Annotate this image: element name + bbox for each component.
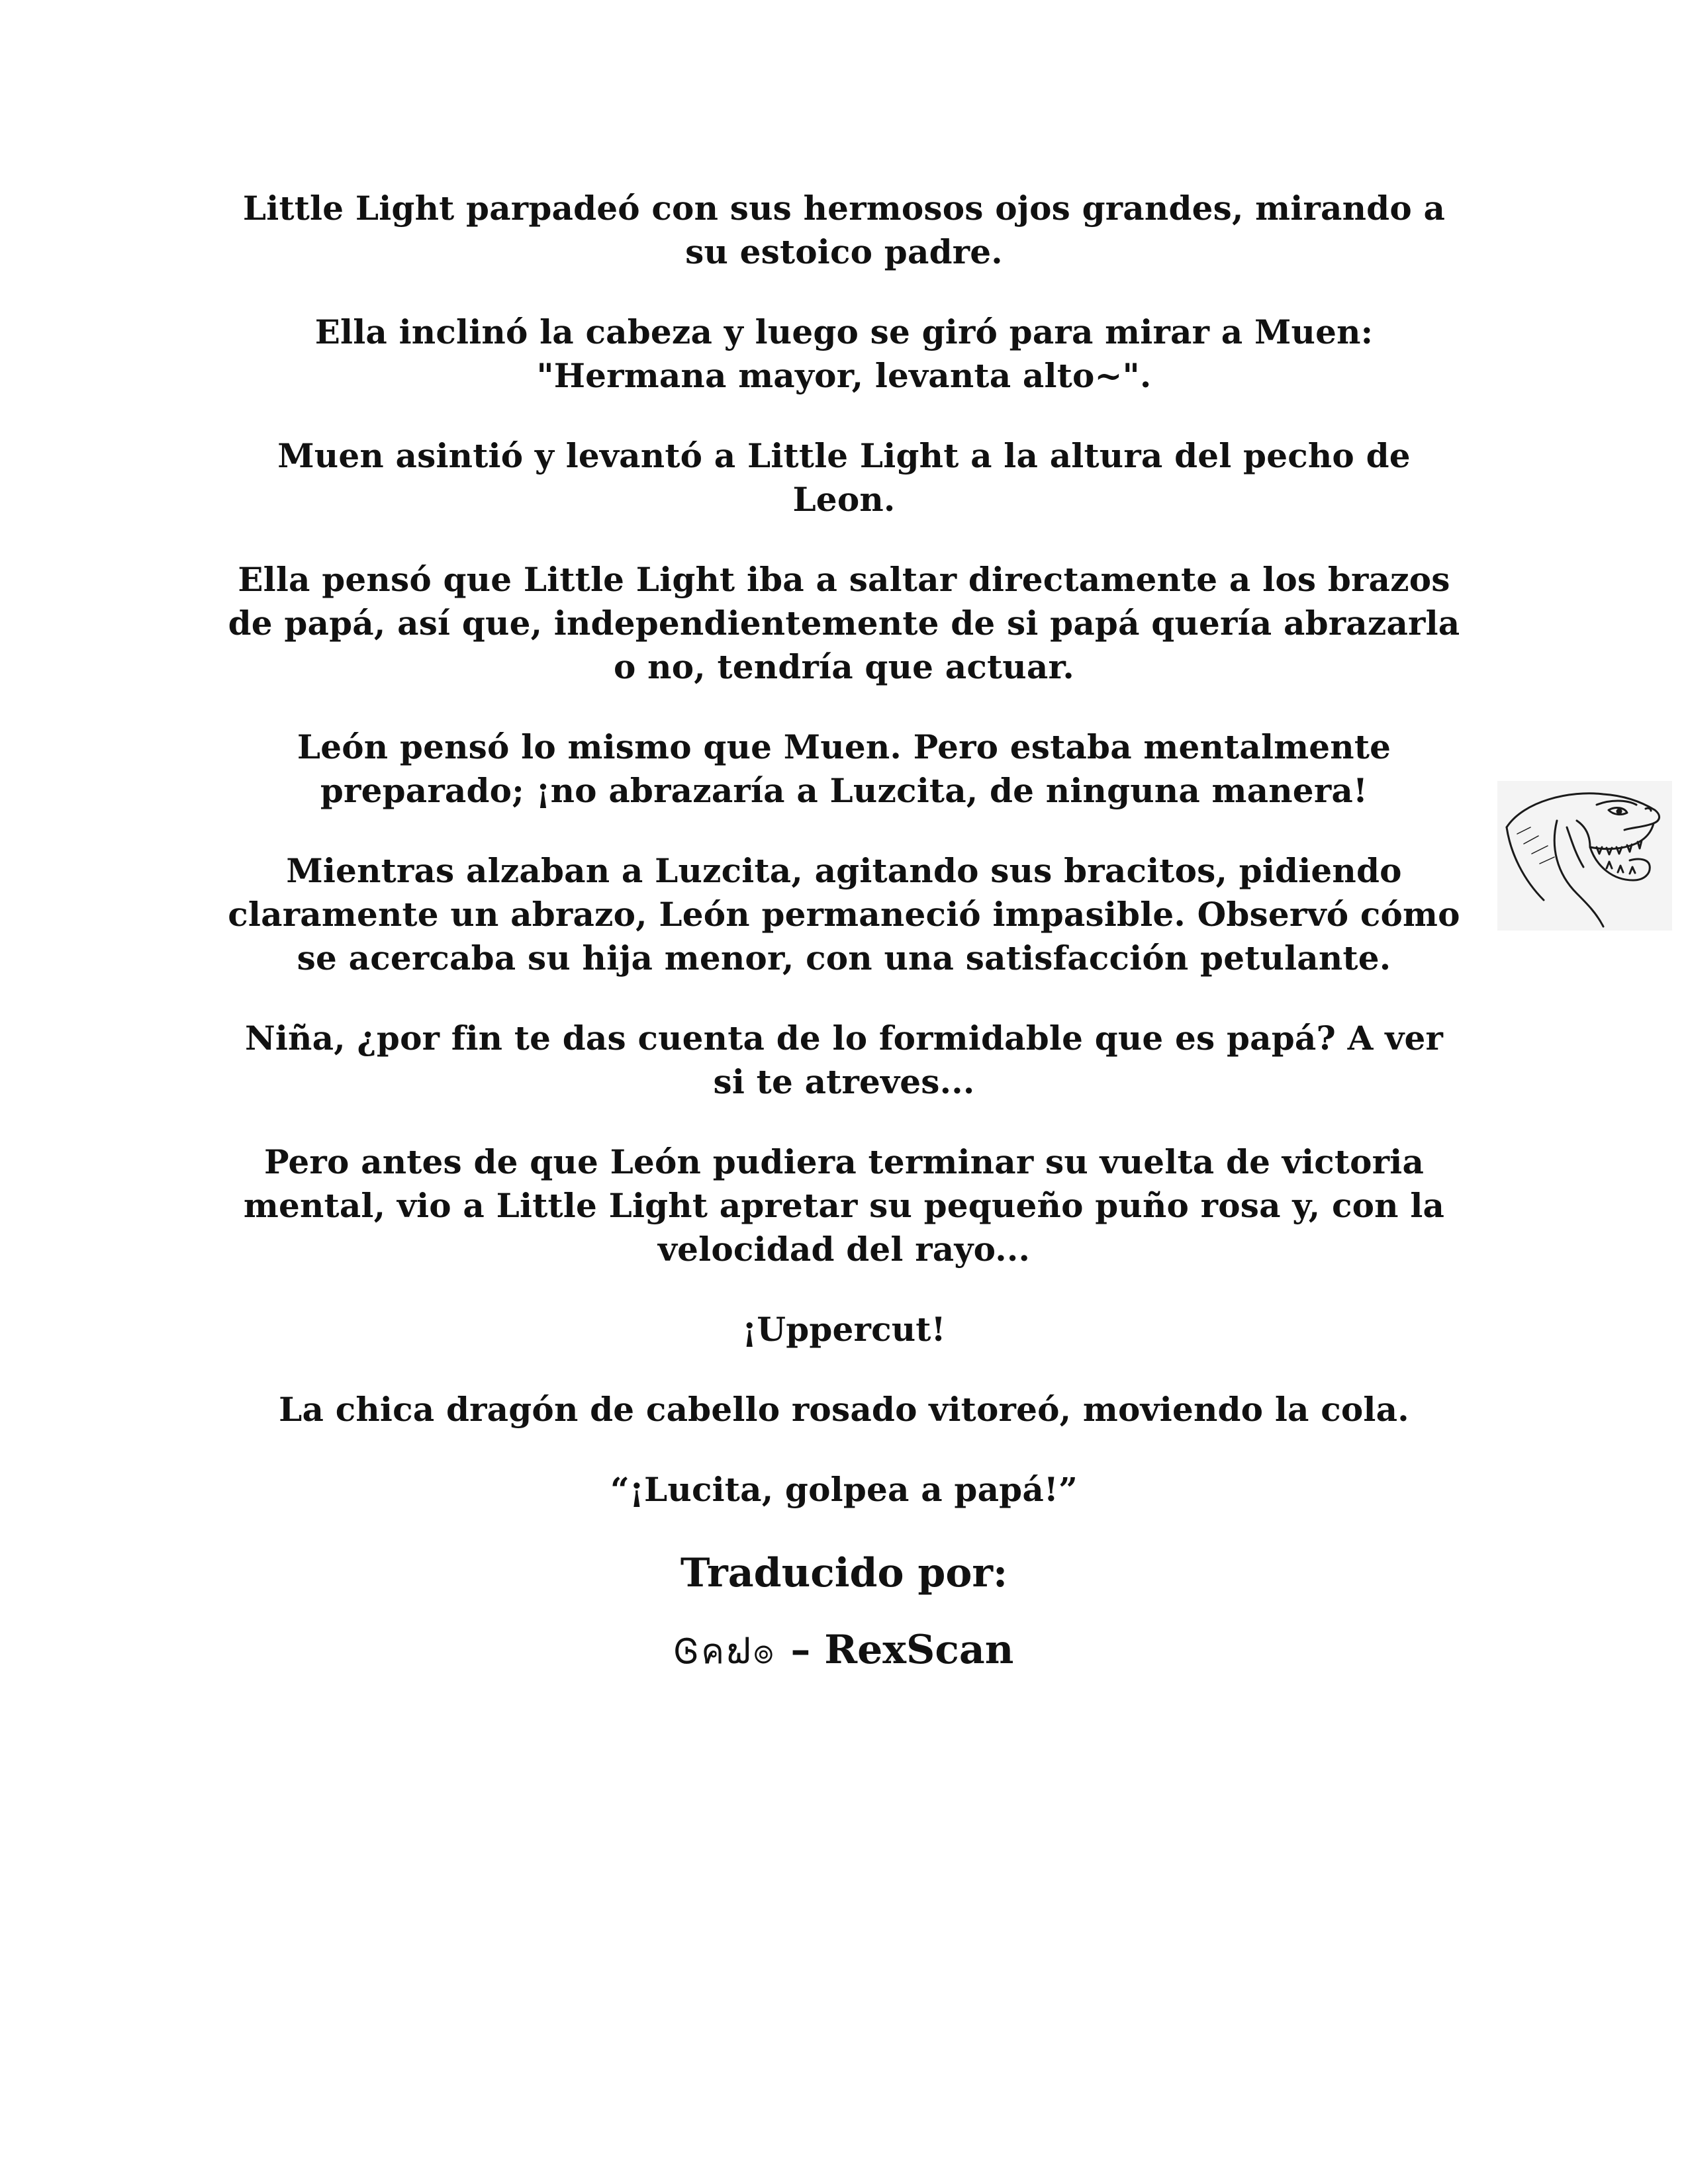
paragraph: Niña, ¿por fin te das cuenta de lo formidable que es papá? A ver si te atreves... [244, 1019, 1444, 1101]
credits-heading: Traducido por: [680, 1550, 1008, 1596]
credits-separator: – [776, 1627, 825, 1673]
paragraph: ¡Uppercut! [742, 1310, 946, 1349]
paragraph: Ella pensó que Little Light iba a saltar directamente a los brazos de papá, así que, independientemente de si papá quería abrazarla o no, tendría que actuar. [228, 560, 1460, 686]
paragraph: Ella inclinó la cabeza y luego se giró para mirar a Muen: "Hermana mayor, levanta alto~". [314, 312, 1374, 395]
paragraph: Pero antes de que León pudiera terminar su vuelta de victoria mental, vio a Little Light apretar su pequeño puño rosa y, con la velocidad del rayo... [243, 1142, 1445, 1269]
paragraph: Little Light parpadeó con sus hermosos ojos grandes, mirando a su estoico padre. [242, 189, 1446, 271]
paragraph: La chica dragón de cabello rosado vitoreó, moviendo la cola. [279, 1390, 1409, 1429]
paragraph: Mientras alzaban a Luzcita, agitando sus bracitos, pidiendo claramente un abrazo, León permaneció impasible. Observó cómo se acercaba su hija menor, con una satisfacción petulante. [228, 851, 1460, 978]
translator-name: Ꮆคຟ๏ [674, 1632, 777, 1672]
story-text [225, 187, 1463, 1677]
paragraph: “¡Lucita, golpea a papá!” [610, 1470, 1078, 1509]
credits-line [225, 1625, 1463, 1677]
trex-head-sketch-icon [1497, 781, 1672, 931]
scanlation-group-name: RexScan [824, 1627, 1014, 1673]
paragraph: Muen asintió y levantó a Little Light a la altura del pecho de Leon. [277, 436, 1411, 519]
paragraph: León pensó lo mismo que Muen. Pero estaba mentalmente preparado; ¡no abrazaría a Luzcita, de ninguna manera! [297, 727, 1391, 810]
